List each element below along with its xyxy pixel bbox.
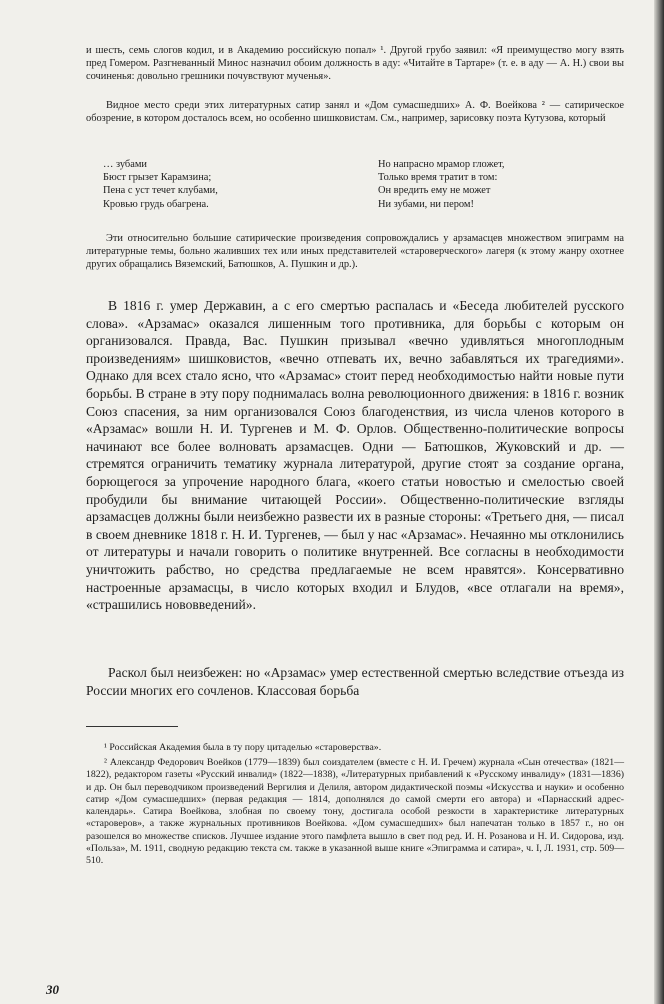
top-paragraph-2: Видное место среди этих литературных сатир занял и «Дом сумасшедших» А. Ф. Воейкова ² — сатирическое обозрение, в котором досталось всем, но особенно шишковистам. См., например, зарисовку поэта Кутузова, который [86, 100, 624, 124]
footnote-2: ² Александр Федорович Воейков (1779—1839) был соиздателем (вместе с Н. И. Гречем) журнала «Сын отечества» (1821—1822), редактором газеты «Русский инвалид» (1822—1838), «Литературных прибавлений к «Русскому инвалиду» (1831—1836) и др. Он был переводчиком произведений Вергилия и Делиля, автором дидактической поэмы «Искусства и науки» и особенно сатир «Дом сумасшедших» (первая редакция — 1814, дополнялся до самой смерти его автора) и «Парнасский адрес-календарь». Сатира Воейкова, злобная по своему тону, достигала особой резкости в характеристике литературных «староверов», а также журнальных противников Воейкова. «Дом сумасшедших» был напечатан только в 1857 г., но он разошелся во множестве списков. Лучшее издание этого памфлета вышло в свет под ред. И. Н. Розанова и Н. И. Сидорова, изд. «Польза», М. 1911, сводную редакцию текста см. также в указанной выше книге «Эпиграмма и сатира», ч. I, Л. 1931, стр. 509—510. [86, 757, 624, 867]
poem-line: Ни зубами, ни пером! [378, 198, 474, 210]
poem-line: Пена с уст течет клубами, [103, 185, 218, 197]
poem-line: Он вредить ему не может [378, 185, 491, 197]
page-number: 30 [46, 982, 59, 997]
poem-right-column [378, 158, 504, 211]
top-paragraph-1: и шесть, семь слогов кодил, и в Академию российскую попал» ¹. Другой грубо заявил: «Я преимущество могу взять пред Гомером. Разгневанный Минос назначил обоим должность в аду: «Читайте в Тартаре» (т. е. в аду — А. Н.) свои вы сочиненья: довольно грешники почувствуют мученья». [86, 45, 624, 82]
poem-line: Кровью грудь обагрена. [103, 198, 209, 210]
footnote-divider [86, 726, 178, 727]
main-paragraph-2: Раскол был неизбежен: но «Арзамас» умер естественной смертью вследствие отъезда из России многих его сочленов. Классовая борьба [86, 665, 624, 698]
poem-line: Но напрасно мрамор гложет, [378, 159, 505, 170]
footnote-1: ¹ Российская Академия была в ту пору цитаделью «староверства». [104, 742, 382, 753]
poem-line: Бюст грызет Карамзина; [103, 172, 212, 184]
poem-line: Только время тратит в том: [378, 172, 498, 184]
top-paragraph-3: Эти относительно большие сатирические произведения сопровождались у арзамасцев множеством эпиграмм на литературные темы, больно жаливших тех или иных представителей «староверческого» лагеря (к этому жанру охотнее других обращались Вяземский, Батюшков, А. Пушкин и др.). [86, 233, 624, 270]
poem-left-column [103, 158, 218, 211]
poem-line: … зубами [103, 159, 147, 170]
page-edge-shadow [654, 0, 664, 1004]
main-paragraph-1: В 1816 г. умер Державин, а с его смертью распалась и «Беседа любителей русского слова». «Арзамас» оказался лишенным того противника, для борьбы с которым он организовался. Правда, Вас. Пушкин призывал «вечно удивляться многоплодным произведениям» шишковистов, «вечно отпевать их, вечно забавляться их трагедиями». Однако для всех стало ясно, что «Арзамас» стоит перед необходимостью найти новые пути борьбы. В стране в эту пору поднималась волна революционного движения: в 1816 г. возник Союз спасения, за ним организовался Союз благоденствия, из числа членов которого в «Арзамас» вошли Н. И. Тургенев и М. Ф. Орлов. Общественно-политические вопросы начинают все более волновать арзамасцев. Одни — Батюшков, Жуковский и др. — стремятся ограничить тематику журнала литературой, другие стоят за создание органа, борющегося за упрочение народного блага, «коего статьи новостью и смелостью своей пробудили бы внимание читающей России». Общественно-политические взгляды арзамасцев должны были неизбежно развести их в разные стороны: «Третьего дня, — писал в своем дневнике 1818 г. Н. И. Тургенев, — был у нас «Арзамас». Нечаянно мы отклонились от литературы и начали говорить о политике внутренней. Все согласны в необходимости уничтожить рабство, но средства предлагаемые не всем нравятся». Консервативно настроенные арзамасцы, в число которых входил и Блудов, «все отлагали на время», «страшились нововведений». [86, 298, 624, 613]
